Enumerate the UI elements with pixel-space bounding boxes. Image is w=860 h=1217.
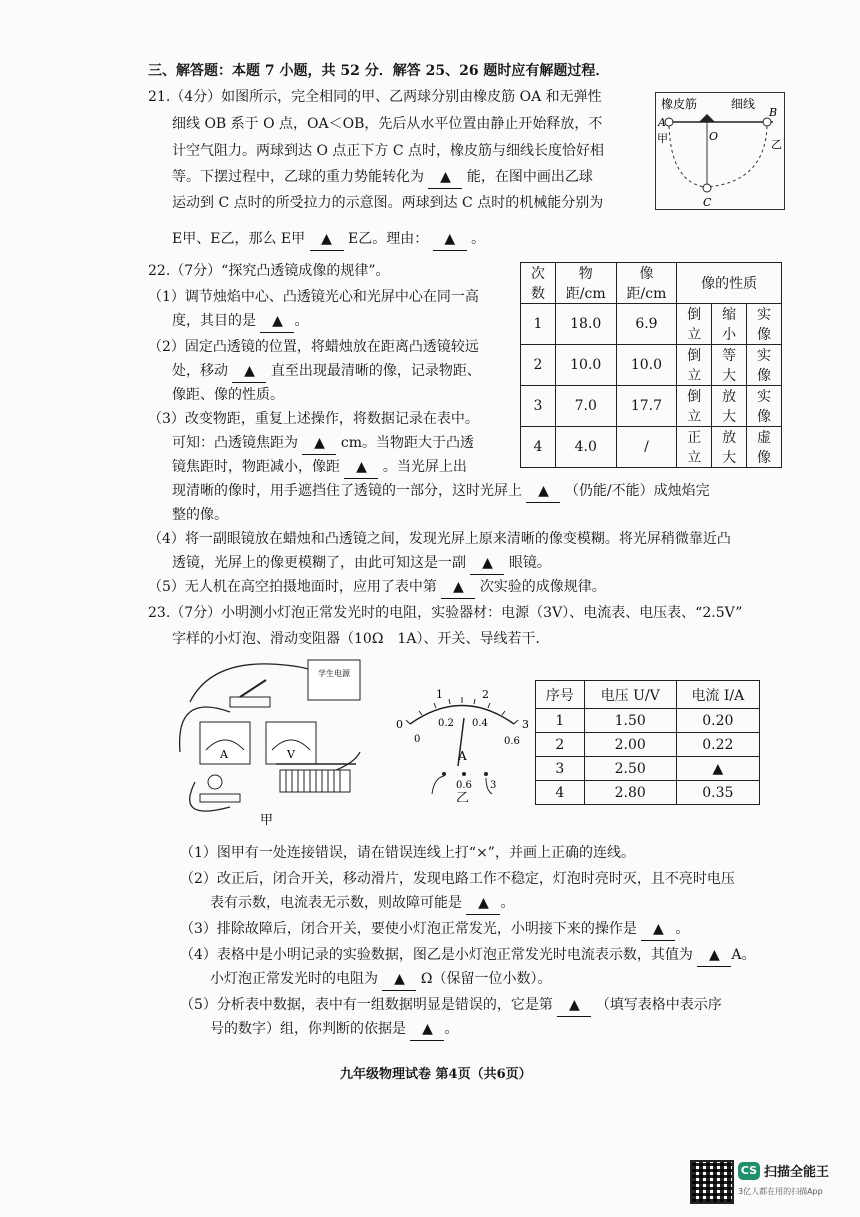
q23-cell: 0.35 — [676, 781, 759, 805]
fig-jia-label: 甲 — [260, 813, 274, 827]
q23-sub5-a: （5）分析表中数据，表中有一组数据明显是错误的，它是第 — [180, 997, 553, 1013]
q23-sub4-c: Ω（保留一位小数）。 — [420, 971, 552, 987]
q22-p3-l2 — [172, 432, 474, 455]
q21-line5: 运动到 C 点时的所受拉力的示意图。两球到达 C 点时的机械能分别为 — [172, 195, 604, 211]
tick-top-3: 3 — [522, 718, 529, 731]
q21-line6-text: E甲、E乙，那么 E甲 — [172, 231, 306, 247]
point-A: A — [658, 116, 666, 129]
q22-cell: 倒立 — [677, 386, 712, 427]
q21-line4-tail: 能，在图中画出乙球 — [466, 169, 593, 185]
q22-p5-a: （5）无人机在高空拍摄地面时，应用了表中第 — [148, 579, 437, 595]
watermark-slogan: 3亿人都在用的扫描App — [738, 1187, 823, 1196]
string-label: 细线 — [731, 97, 756, 111]
q23-blank-reason[interactable]: ▲ — [410, 1018, 444, 1041]
q22-p3-l1: （3）改变物距，重复上述操作，将数据记录在表中。 — [148, 411, 479, 427]
q23-sub5-l1 — [180, 994, 722, 1017]
tick-bot-1: 0.2 — [438, 718, 454, 729]
q21-line4-text: 等。下摆过程中，乙球的重力势能转化为 — [172, 169, 424, 185]
q23-data-table — [535, 680, 760, 805]
q23-sub2-l1: （2）改正后，闭合开关，移动滑片，发现电路工作不稳定，灯泡时亮时灭，且不亮时电压 — [180, 871, 735, 887]
q22-cell: 17.7 — [616, 386, 677, 427]
q23-sub5-b: （填写表格中表示序 — [595, 997, 722, 1013]
q22-p5-b: 次实验的成像规律。 — [479, 579, 606, 595]
tick-bot-0: 0 — [414, 734, 421, 745]
q22-cell: 6.9 — [616, 304, 677, 345]
q23-th-1: 电压 U/V — [584, 681, 676, 709]
q22-p3-e: 现清晰的像时，用手遮挡住了透镜的一部分，这时光屏上 — [172, 483, 522, 499]
q22-p3-d: 。当光屏上出 — [382, 459, 467, 475]
q22-cell: 倒立 — [677, 304, 712, 345]
voltmeter-V: V — [287, 748, 295, 761]
q22-cell: 1 — [521, 304, 556, 345]
point-B: B — [769, 106, 778, 119]
q23-sub4-l2 — [210, 968, 552, 991]
q23-ammeter-dial — [392, 682, 532, 802]
q22-cell: 10.0 — [616, 345, 677, 386]
term-0.6: 0.6 — [456, 780, 472, 791]
q22-blank-purpose[interactable]: ▲ — [260, 310, 294, 333]
term-3: 3 — [490, 780, 497, 791]
ammeter-A: A — [220, 748, 228, 761]
q22-p1-text: 度，其目的是 — [172, 313, 256, 329]
q22-cell: 实像 — [747, 386, 782, 427]
q22-p3-l3 — [172, 456, 467, 479]
q22-p2-l3: 像距、像的性质。 — [172, 387, 284, 403]
q21-pendulum-figure — [655, 92, 785, 210]
q23-cell: 0.22 — [676, 733, 759, 757]
q23-circuit-figure — [170, 652, 370, 827]
q22-th-3: 像的性质 — [677, 263, 782, 304]
q23-th-2: 电流 I/A — [676, 681, 759, 709]
q22-p1-l2: 度，其目的是 ▲ 。 — [172, 310, 308, 333]
q21-line6: E甲、E乙，那么 E甲 ▲ E乙。理由： ▲ 。 — [172, 228, 485, 251]
qr-code-icon — [690, 1160, 734, 1204]
q23-sub5-c: 号的数字）组，你判断的依据是 — [210, 1021, 406, 1037]
q23-line2: 字样的小灯泡、滑动变阻器（10Ω 1A）、开关、导线若干． — [172, 631, 550, 647]
q23-th-0: 序号 — [536, 681, 585, 709]
power-label: 学生电源 — [318, 669, 350, 678]
q23-sub3: （3）排除故障后，闭合开关，要使小灯泡正常发光，小明接下来的操作是 ▲ 。 — [180, 918, 689, 941]
q23-cell: 1 — [536, 709, 585, 733]
q22-cell: 10.0 — [555, 345, 616, 386]
q22-cell: 等大 — [712, 345, 747, 386]
q22-cell: 18.0 — [555, 304, 616, 345]
rubber-label: 橡皮筋 — [661, 97, 698, 111]
q23-sub5-l2: 号的数字）组，你判断的依据是 ▲ 。 — [210, 1018, 458, 1041]
q21-blank-2[interactable]: ▲ — [310, 228, 344, 251]
label-yi: 乙 — [771, 138, 782, 151]
q23-blank-fault[interactable]: ▲ — [466, 892, 500, 915]
q23-cell: 0.20 — [676, 709, 759, 733]
q23-sub2-l2: 表有示数，电流表无示数，则故障可能是 ▲ 。 — [210, 892, 514, 915]
q23-sub4-text: （4）表格中是小明记录的实验数据，图乙是小灯泡正常发光时电流表示数，其值为 — [180, 947, 693, 963]
q23-cell: 4 — [536, 781, 585, 805]
q23-sub1: （1）图甲有一处连接错误，请在错误连线上打“×”，并画上正确的连线。 — [180, 845, 635, 861]
q22-p4-b: 眼镜。 — [508, 555, 551, 571]
q22-cell: 4 — [521, 427, 556, 468]
label-jia: 甲 — [657, 132, 668, 145]
section-header: 三、解答题：本题 7 小题，共 52 分．解答 25、26 题时应有解题过程． — [148, 63, 610, 79]
watermark-name: 扫描全能王 — [764, 1165, 830, 1180]
q22-p3-c: 镜焦距时，物距减小，像距 — [172, 459, 340, 475]
q23-blank-resistance[interactable]: ▲ — [382, 968, 416, 991]
q23-cell: 2.80 — [584, 781, 676, 805]
q22-p3-a: 可知：凸透镜焦距为 — [172, 435, 298, 451]
q22-p3-b: cm。当物距大于凸透 — [340, 435, 475, 451]
q22-p4-l2 — [172, 552, 551, 575]
q22-cell: 7.0 — [555, 386, 616, 427]
q22-cell: / — [616, 427, 677, 468]
tick-top-0: 0 — [396, 718, 403, 731]
q22-cell: 实像 — [747, 304, 782, 345]
q22-blank-focal[interactable]: ▲ — [302, 432, 336, 455]
tick-bot-3: 0.6 — [504, 736, 520, 747]
q22-p2-a: 处，移动 — [172, 363, 228, 379]
q21-blank-3[interactable]: ▲ — [433, 228, 467, 251]
q22-th-2: 像距/cm — [616, 263, 677, 304]
q23-cell: 2 — [536, 733, 585, 757]
q22-cell: 倒立 — [677, 345, 712, 386]
q23-cell-blank[interactable]: ▲ — [676, 757, 759, 781]
q21-line4 — [172, 166, 593, 189]
q22-cell: 虚像 — [747, 427, 782, 468]
q21-line1: 21.（4分）如图所示，完全相同的甲、乙两球分别由橡皮筋 OA 和无弹性 — [148, 89, 602, 105]
q22-p1-l1: （1）调节烛焰中心、凸透镜光心和光屏中心在同一高 — [148, 289, 479, 305]
q22-p4-a: 透镜，光屏上的像更模糊了，由此可知这是一副 — [172, 555, 466, 571]
q22-cell: 放大 — [712, 386, 747, 427]
q22-th-1: 物距/cm — [555, 263, 616, 304]
q22-cell: 3 — [521, 386, 556, 427]
q21-blank-1[interactable]: ▲ — [428, 166, 462, 189]
q22-title: 22.（7分）“探究凸透镜成像的规律”。 — [148, 263, 390, 279]
q23-sub4-l1: （4）表格中是小明记录的实验数据，图乙是小灯泡正常发光时电流表示数，其值为 ▲ A。 — [180, 944, 755, 967]
q22-p5 — [148, 576, 606, 599]
tick-top-1: 1 — [436, 688, 443, 701]
q22-cell: 放大 — [712, 427, 747, 468]
q22-p2-l2 — [172, 360, 481, 383]
q21-line6-mid: E乙。理由： — [348, 231, 429, 247]
q23-line1: 23.（7分）小明测小灯泡正常发光时的电阻，实验器材：电源（3V）、电流表、电压表、“2.5V” — [148, 605, 743, 621]
point-O: O — [709, 130, 719, 143]
q21-line3: 计空气阻力。两球到达 O 点正下方 C 点时，橡皮筋与细线长度恰好相 — [172, 143, 604, 159]
tick-bot-2: 0.4 — [472, 718, 488, 729]
q22-blank-glasses[interactable]: ▲ — [470, 552, 504, 575]
q22-p3-l4 — [172, 480, 710, 503]
q23-cell: 2.00 — [584, 733, 676, 757]
camscanner-logo-icon: CS — [738, 1162, 760, 1180]
q22-blank-drone[interactable]: ▲ — [441, 576, 475, 599]
q22-th-0: 次数 — [521, 263, 556, 304]
q23-cell: 2.50 — [584, 757, 676, 781]
q22-p2-b: 直至出现最清晰的像，记录物距、 — [270, 363, 481, 379]
tick-top-2: 2 — [482, 688, 489, 701]
q21-line2: 细线 OB 系于 O 点，OA＜OB，先后从水平位置由静止开始释放，不 — [172, 116, 603, 132]
q22-cell: 缩小 — [712, 304, 747, 345]
q22-cell: 正立 — [677, 427, 712, 468]
q22-cell: 4.0 — [555, 427, 616, 468]
q22-p3-f: （仍能/不能）成烛焰完 — [564, 483, 710, 499]
q22-p4-l1: （4）将一副眼镜放在蜡烛和凸透镜之间，发现光屏上原来清晰的像变模糊。将光屏稍微靠近凸 — [148, 531, 731, 547]
q22-p3-l5: 整的像。 — [172, 507, 228, 523]
page-footer: 九年级物理试卷 第4页（共6页） — [340, 1067, 532, 1082]
q22-blank-distance[interactable]: ▲ — [344, 456, 378, 479]
fig-yi-label: 乙 — [456, 791, 470, 802]
point-C: C — [703, 196, 712, 209]
q23-blank-row[interactable]: ▲ — [557, 994, 591, 1017]
q23-sub2-text: 表有示数，电流表无示数，则故障可能是 — [210, 895, 462, 911]
q23-blank-current[interactable]: ▲ — [697, 944, 731, 967]
q22-cell: 2 — [521, 345, 556, 386]
q23-cell: 3 — [536, 757, 585, 781]
q23-sub4-b: 小灯泡正常发光时的电阻为 — [210, 971, 378, 987]
q23-blank-operation[interactable]: ▲ — [641, 918, 675, 941]
q23-cell: 1.50 — [584, 709, 676, 733]
q22-lens-table — [520, 262, 782, 468]
meter-unit: A — [458, 749, 467, 763]
q22-blank-move[interactable]: ▲ — [232, 360, 266, 383]
q23-sub3-text: （3）排除故障后，闭合开关，要使小灯泡正常发光，小明接下来的操作是 — [180, 921, 637, 937]
q22-cell: 实像 — [747, 345, 782, 386]
q22-blank-cover[interactable]: ▲ — [526, 480, 560, 503]
q22-p2-l1: （2）固定凸透镜的位置，将蜡烛放在距离凸透镜较远 — [148, 339, 479, 355]
